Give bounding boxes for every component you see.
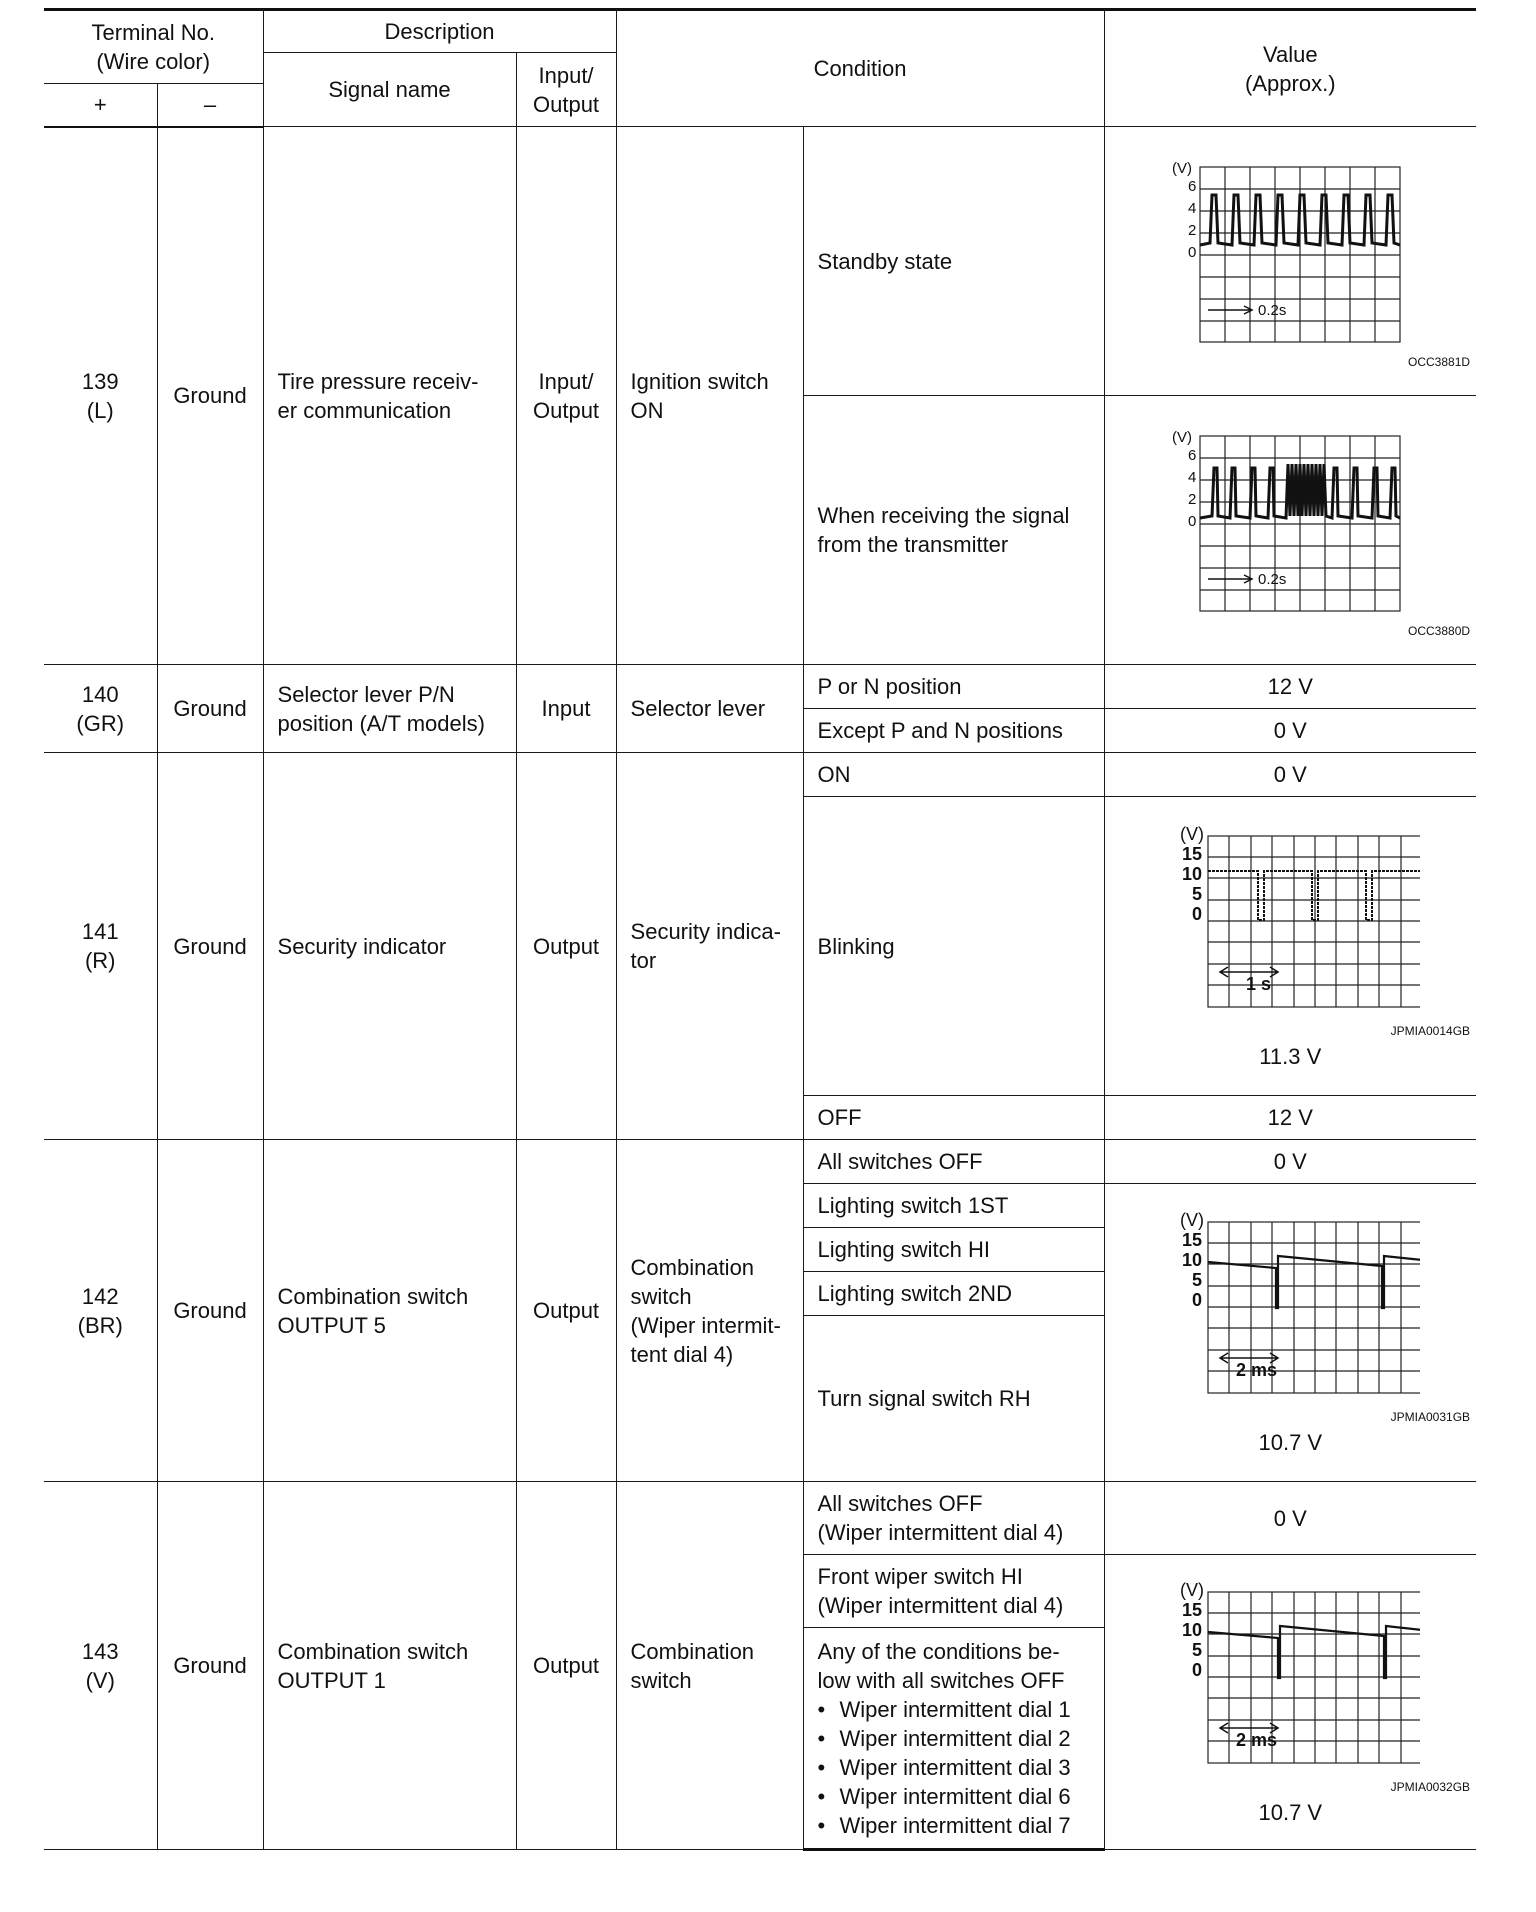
waveform-139-standby [1160,153,1420,353]
signal-139: Tire pressure receiv- er communication [263,127,516,665]
condition-139: Ignition switch ON [616,127,803,665]
waveform-141-blinking [1160,822,1420,1022]
scope-tick: 5 [1192,1639,1203,1660]
scope-timebase: 2 ms [1236,1360,1278,1380]
ground-141: Ground [157,753,263,1140]
header-signal-name: Signal name [263,53,516,127]
condition-140-except: Except P and N positions [803,709,1104,753]
condition-143-any-of-text: Any of the conditions be- low with all switches OFF [817,1638,1065,1693]
waveform-142 [1160,1208,1420,1408]
scope-unit: (V) [1172,429,1193,446]
header-plus: + [44,84,157,127]
scope-tick: 15 [1182,843,1203,864]
scope-tick: 15 [1182,1230,1203,1250]
condition-140: Selector lever [616,665,803,753]
value-141-blinking-volts: 11.3 V [1259,1043,1322,1069]
value-140-except: 0 V [1104,709,1476,753]
ground-140: Ground [157,665,263,753]
value-141-on: 0 V [1104,753,1476,797]
ground-139: Ground [157,127,263,665]
signal-142: Combination switch OUTPUT 5 [263,1140,516,1482]
scope-unit: (V) [1180,1210,1205,1230]
terminal-139: 139 (L) [44,127,157,665]
waveform-139-receiving [1160,422,1420,622]
figure-ref-143: JPMIA0032GB [1390,1779,1471,1794]
scope-timebase: 0.2s [1258,302,1287,319]
value-140-pn: 12 V [1104,665,1476,709]
condition-139-receiving: When receiving the signal from the transmitter [803,396,1104,665]
value-141-blinking [1104,797,1476,1096]
list-item: • Wiper intermittent dial 6 [818,1782,1090,1811]
value-142-volts: 10.7 V [1258,1430,1323,1455]
condition-143-front-wiper-hi: Front wiper switch HI (Wiper intermittent dial 4) [803,1555,1104,1628]
figure-ref-139-standby: OCC3881D [1408,355,1471,369]
list-item: • Wiper intermittent dial 3 [818,1753,1090,1782]
scope-tick: 0 [1192,1290,1203,1310]
condition-141: Security indica- tor [616,753,803,1140]
scope-timebase: 2 ms [1236,1729,1278,1750]
io-139: Input/ Output [516,127,616,665]
scope-timebase: 0.2s [1258,571,1287,588]
header-terminal-no: Terminal No. (Wire color) [44,10,263,84]
terminal-141: 141 (R) [44,753,157,1140]
scope-tick: 0 [1188,244,1197,261]
io-143: Output [516,1482,616,1850]
scope-tick: 6 [1188,178,1197,195]
scope-tick: 5 [1192,1270,1203,1290]
signal-143: Combination switch OUTPUT 1 [263,1482,516,1850]
io-140: Input [516,665,616,753]
io-142: Output [516,1140,616,1482]
scope-tick: 2 [1188,222,1197,239]
io-141: Output [516,753,616,1140]
condition-142-2nd: Lighting switch 2ND [803,1272,1104,1316]
scope-tick: 15 [1182,1599,1203,1620]
scope-tick: 10 [1182,1250,1203,1270]
list-item: • Wiper intermittent dial 2 [818,1724,1090,1753]
scope-tick: 2 [1188,491,1197,508]
condition-142-all-off: All switches OFF [803,1140,1104,1184]
scope-tick: 0 [1188,513,1197,530]
condition-141-off: OFF [803,1096,1104,1140]
condition-139-standby: Standby state [803,127,1104,396]
value-143-waveform [1104,1555,1476,1850]
value-139-receiving [1104,396,1476,665]
condition-140-pn: P or N position [803,665,1104,709]
list-item: • Wiper intermittent dial 7 [818,1811,1090,1840]
condition-143-all-off: All switches OFF (Wiper intermittent dial 4) [803,1482,1104,1555]
terminal-140: 140 (GR) [44,665,157,753]
value-142-all-off: 0 V [1104,1140,1476,1184]
scope-tick: 6 [1188,447,1197,464]
scope-tick: 10 [1182,1619,1203,1640]
condition-142-turn-rh: Turn signal switch RH [803,1316,1104,1482]
scope-unit: (V) [1180,1579,1205,1600]
figure-ref-141: JPMIA0014GB [1390,1023,1471,1038]
signal-140: Selector lever P/N position (A/T models) [263,665,516,753]
condition-142: Combination switch (Wiper intermit- tent dial 4) [616,1140,803,1482]
value-139-standby [1104,127,1476,396]
scope-tick: 4 [1188,200,1197,217]
condition-143-any-of [803,1628,1104,1850]
terminal-142: 142 (BR) [44,1140,157,1482]
signal-141: Security indicator [263,753,516,1140]
terminal-143: 143 (V) [44,1482,157,1850]
figure-ref-139-receiving: OCC3880D [1408,624,1471,638]
header-input-output: Input/ Output [516,53,616,127]
scope-timebase: 1 s [1246,973,1272,994]
waveform-143 [1160,1578,1420,1778]
scope-tick: 4 [1188,469,1197,486]
header-minus: – [157,84,263,127]
header-value: Value (Approx.) [1104,10,1476,127]
condition-142-1st: Lighting switch 1ST [803,1184,1104,1228]
condition-143: Combination switch [616,1482,803,1850]
header-description: Description [263,10,616,53]
condition-141-on: ON [803,753,1104,797]
value-142-waveform [1104,1184,1476,1482]
value-143-volts: 10.7 V [1258,1799,1323,1825]
condition-141-blinking: Blinking [803,797,1104,1096]
scope-unit: (V) [1180,823,1205,844]
scope-tick: 0 [1192,903,1203,924]
scope-tick: 10 [1182,863,1203,884]
header-condition: Condition [616,10,1104,127]
scope-tick: 5 [1192,883,1203,904]
ground-143: Ground [157,1482,263,1850]
condition-142-hi: Lighting switch HI [803,1228,1104,1272]
scope-tick: 0 [1192,1659,1203,1680]
ground-142: Ground [157,1140,263,1482]
value-143-all-off: 0 V [1104,1482,1476,1555]
list-item: • Wiper intermittent dial 1 [818,1695,1090,1724]
figure-ref-142: JPMIA0031GB [1390,1410,1471,1424]
scope-unit: (V) [1172,160,1193,177]
terminal-spec-table [44,8,1476,1851]
wiper-dial-list [818,1695,1090,1840]
value-141-off: 12 V [1104,1096,1476,1140]
